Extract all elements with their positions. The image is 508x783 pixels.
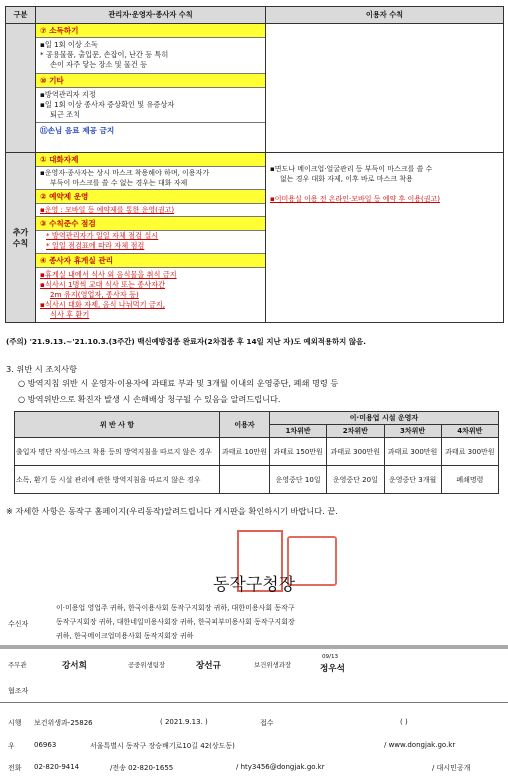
pen-h-1: 1차위반: [270, 425, 327, 438]
side-blank: [6, 24, 36, 153]
add-1-title: ① 대화자제: [36, 153, 265, 167]
s10-line-3: 퇴근 조치: [50, 110, 81, 119]
note: (주의) '21.9.13.~'21.10.3.(3주간) 백신예방접종 완료자(2차접종 후 14일 지난 자)도 예외적용하지 않음.: [6, 337, 366, 346]
approval-name-2: 장선규: [196, 661, 221, 671]
phone-number: 02-820-9414: [34, 763, 80, 771]
add-3-line-2: * 일일 점검표에 따라 자체 점검: [46, 241, 145, 250]
additional-rules-cell: [36, 153, 266, 323]
s10-line-2: ▪일 1회 이상 종사자 증상확인 및 유증상자: [40, 100, 175, 109]
header-user: 이용자 수칙: [266, 7, 504, 24]
section-3-bullet-1: ○ 방역지침 위반 시 운영자·이용자에 과태료 부과 및 3개월 이내의 운영중단, 폐쇄 명령 등: [18, 378, 339, 388]
add-4-line-1: ▪휴게실 내에서 식사 외 음식물을 취식 금지: [40, 270, 177, 279]
pen-r1-3: 과태료 300만원: [384, 438, 441, 466]
rules-table: [5, 6, 504, 323]
add-4-line-4: ▪식사시 대화 자제, 음식 나눠먹기 금지,: [40, 300, 166, 309]
user-2-line-1: ▪이미용실 이용 전 온라인·모바일 등 예약 후 이용(권고): [270, 195, 441, 203]
pen-r2-item: 소독, 환기 등 시설 관리에 관한 방역지침을 따르지 않은 경우: [15, 466, 220, 494]
receipt-label: 접수: [260, 719, 274, 727]
pen-h-user: 이용자: [220, 412, 270, 438]
approval-role-1: 주무관: [8, 661, 27, 669]
s7-line-3: 손이 자주 닿는 장소 및 물건 등: [50, 60, 148, 69]
pen-r2-2: 운영중단 20일: [327, 466, 384, 494]
email-address[interactable]: / hty3456@dongjak.go.kr: [236, 763, 325, 771]
penalty-table: [14, 411, 499, 494]
recipients-line-1: 이·미용업 영업주 귀하, 한국이용사회 동작구지회장 귀하, 대한미용사회 동작구: [56, 604, 295, 612]
zip-label: 우: [8, 742, 15, 750]
side-label-1: 추가: [12, 227, 29, 237]
pen-r1-4: 과태료 300만원: [441, 438, 498, 466]
header-admin: 관리자·운영자·종사자 수칙: [36, 7, 266, 24]
section-3-bullet-2: ○ 방역위반으로 확진자 발생 시 손해배상 청구될 수 있음을 알려드립니다.: [18, 394, 281, 404]
enforce-date: ( 2021.9.13. ): [160, 718, 208, 726]
add-4-title: ④ 종사자 휴게실 관리: [36, 253, 265, 268]
homepage-url[interactable]: / www.dongjak.go.kr: [384, 741, 456, 749]
s10-line-1: ▪방역관리자 지정: [40, 90, 96, 99]
footnote: ※ 자세한 사항은 동작구 홈페이지(우리동작)알려드립니다 게시판을 확인하시기 바랍니다. 끝.: [6, 506, 338, 516]
s7-line-2: * 공용물품, 출입문, 손잡이, 난간 등 특히: [40, 50, 169, 59]
approval-role-2: 공중위생팀장: [128, 661, 166, 669]
pen-r2-4: 폐쇄명령: [441, 466, 498, 494]
enforce-number: 보건위생과-25826: [34, 719, 93, 727]
approval-name-3: 정우석: [320, 664, 345, 674]
recipients-line-3: 귀하, 한국메이크업미용사회 동작지회장 귀하: [56, 632, 194, 640]
pen-h-2: 2차위반: [327, 425, 384, 438]
pen-r2-3: 운영중단 3개월: [384, 466, 441, 494]
fax-number: /전송 02-820-1655: [110, 764, 174, 772]
add-2-title: ② 예약제 운영: [36, 189, 265, 204]
recipients-line-2: 동작구지회장 귀하, 대한네일미용사회장 귀하, 한국피부미용사회 동작구지회장: [56, 618, 295, 626]
approval-role-3: 보건위생과장: [254, 661, 292, 669]
disclosure: / 대시민공개: [432, 764, 471, 772]
cooperator-label: 협조자: [8, 687, 29, 695]
add-4-line-2: ▪식사시 1명씩 교대 식사 또는 종사자간: [40, 280, 166, 289]
basic-rules-cell: [36, 24, 266, 153]
user-1-line-2: 없는 경우 대화 자제, 이후 바로 마스크 착용: [280, 175, 413, 183]
pen-h-4: 4차위반: [441, 425, 498, 438]
pen-r1-2: 과태료 300만원: [327, 438, 384, 466]
pen-r2-1: 운영중단 10일: [270, 466, 327, 494]
address-text: 서울특별시 동작구 장승배기로10길 42(상도동): [90, 742, 235, 750]
section-11: ⑪손님 음료 제공 금지: [36, 122, 265, 138]
add-1-line-2: 부득이 마스크를 쓸 수 없는 경우는 대화 자제: [50, 179, 188, 187]
pen-r1-user: 과태료 10만원: [220, 438, 270, 466]
enforce-label: 시행: [8, 719, 22, 727]
zip-code: 06963: [34, 741, 57, 749]
add-4-line-5: 식사 후 환기: [50, 310, 90, 319]
pen-h-3: 3차위반: [384, 425, 441, 438]
issuer-name: 동작구청장: [213, 575, 296, 595]
section-7-title: ⑦ 소독하기: [36, 24, 265, 38]
side-label: [6, 153, 36, 323]
add-2-line-1: ▪운영 : 모바일 등 예약제를 통한 운영(권고): [40, 206, 175, 214]
receipt-paren: ( ): [400, 718, 408, 726]
pen-r1-1: 과태료 150만원: [270, 438, 327, 466]
add-3-line-1: * 방역관리자가 일일 자체 점검 실시: [46, 231, 159, 240]
pen-h-op: 이·미용업 시설 운영자: [270, 412, 499, 425]
phone-label: 전화: [8, 764, 22, 772]
add-4-line-3: 2m 유지(영업자, 종사자 등): [50, 290, 139, 299]
add-3-title: ③ 수칙준수 점검: [36, 216, 265, 231]
pen-h-item: 위 반 사 항: [15, 412, 220, 438]
approval-date-3: 09/13: [322, 654, 339, 660]
divider-bar: [0, 645, 508, 649]
user-additional-cell: [266, 153, 504, 323]
add-1-line-1: ▪운영자·종사자는 상시 마스크 착용해야 하며, 이용자가: [40, 169, 210, 177]
pen-r1-item: 출입자 명단 작성·마스크 착용 등의 방역지침을 따르지 않은 경우: [15, 438, 220, 466]
approval-name-1: 강서희: [62, 661, 87, 671]
side-label-2: 수칙: [12, 238, 29, 248]
recipients-label: 수신자: [8, 620, 29, 628]
divider-1: [0, 702, 508, 703]
section-3-title: 3. 위반 시 조치사항: [6, 364, 77, 374]
user-blank-cell: [266, 24, 504, 153]
header-gubun: 구분: [6, 7, 36, 24]
pen-r2-user: [220, 466, 270, 494]
s7-line-1: ▪일 1회 이상 소독: [40, 40, 98, 49]
section-10-title: ⑩ 기타: [36, 73, 265, 88]
user-1-line-1: ▪면도나 메이크업·얼굴관리 등 부득이 마스크를 쓸 수: [270, 165, 433, 173]
